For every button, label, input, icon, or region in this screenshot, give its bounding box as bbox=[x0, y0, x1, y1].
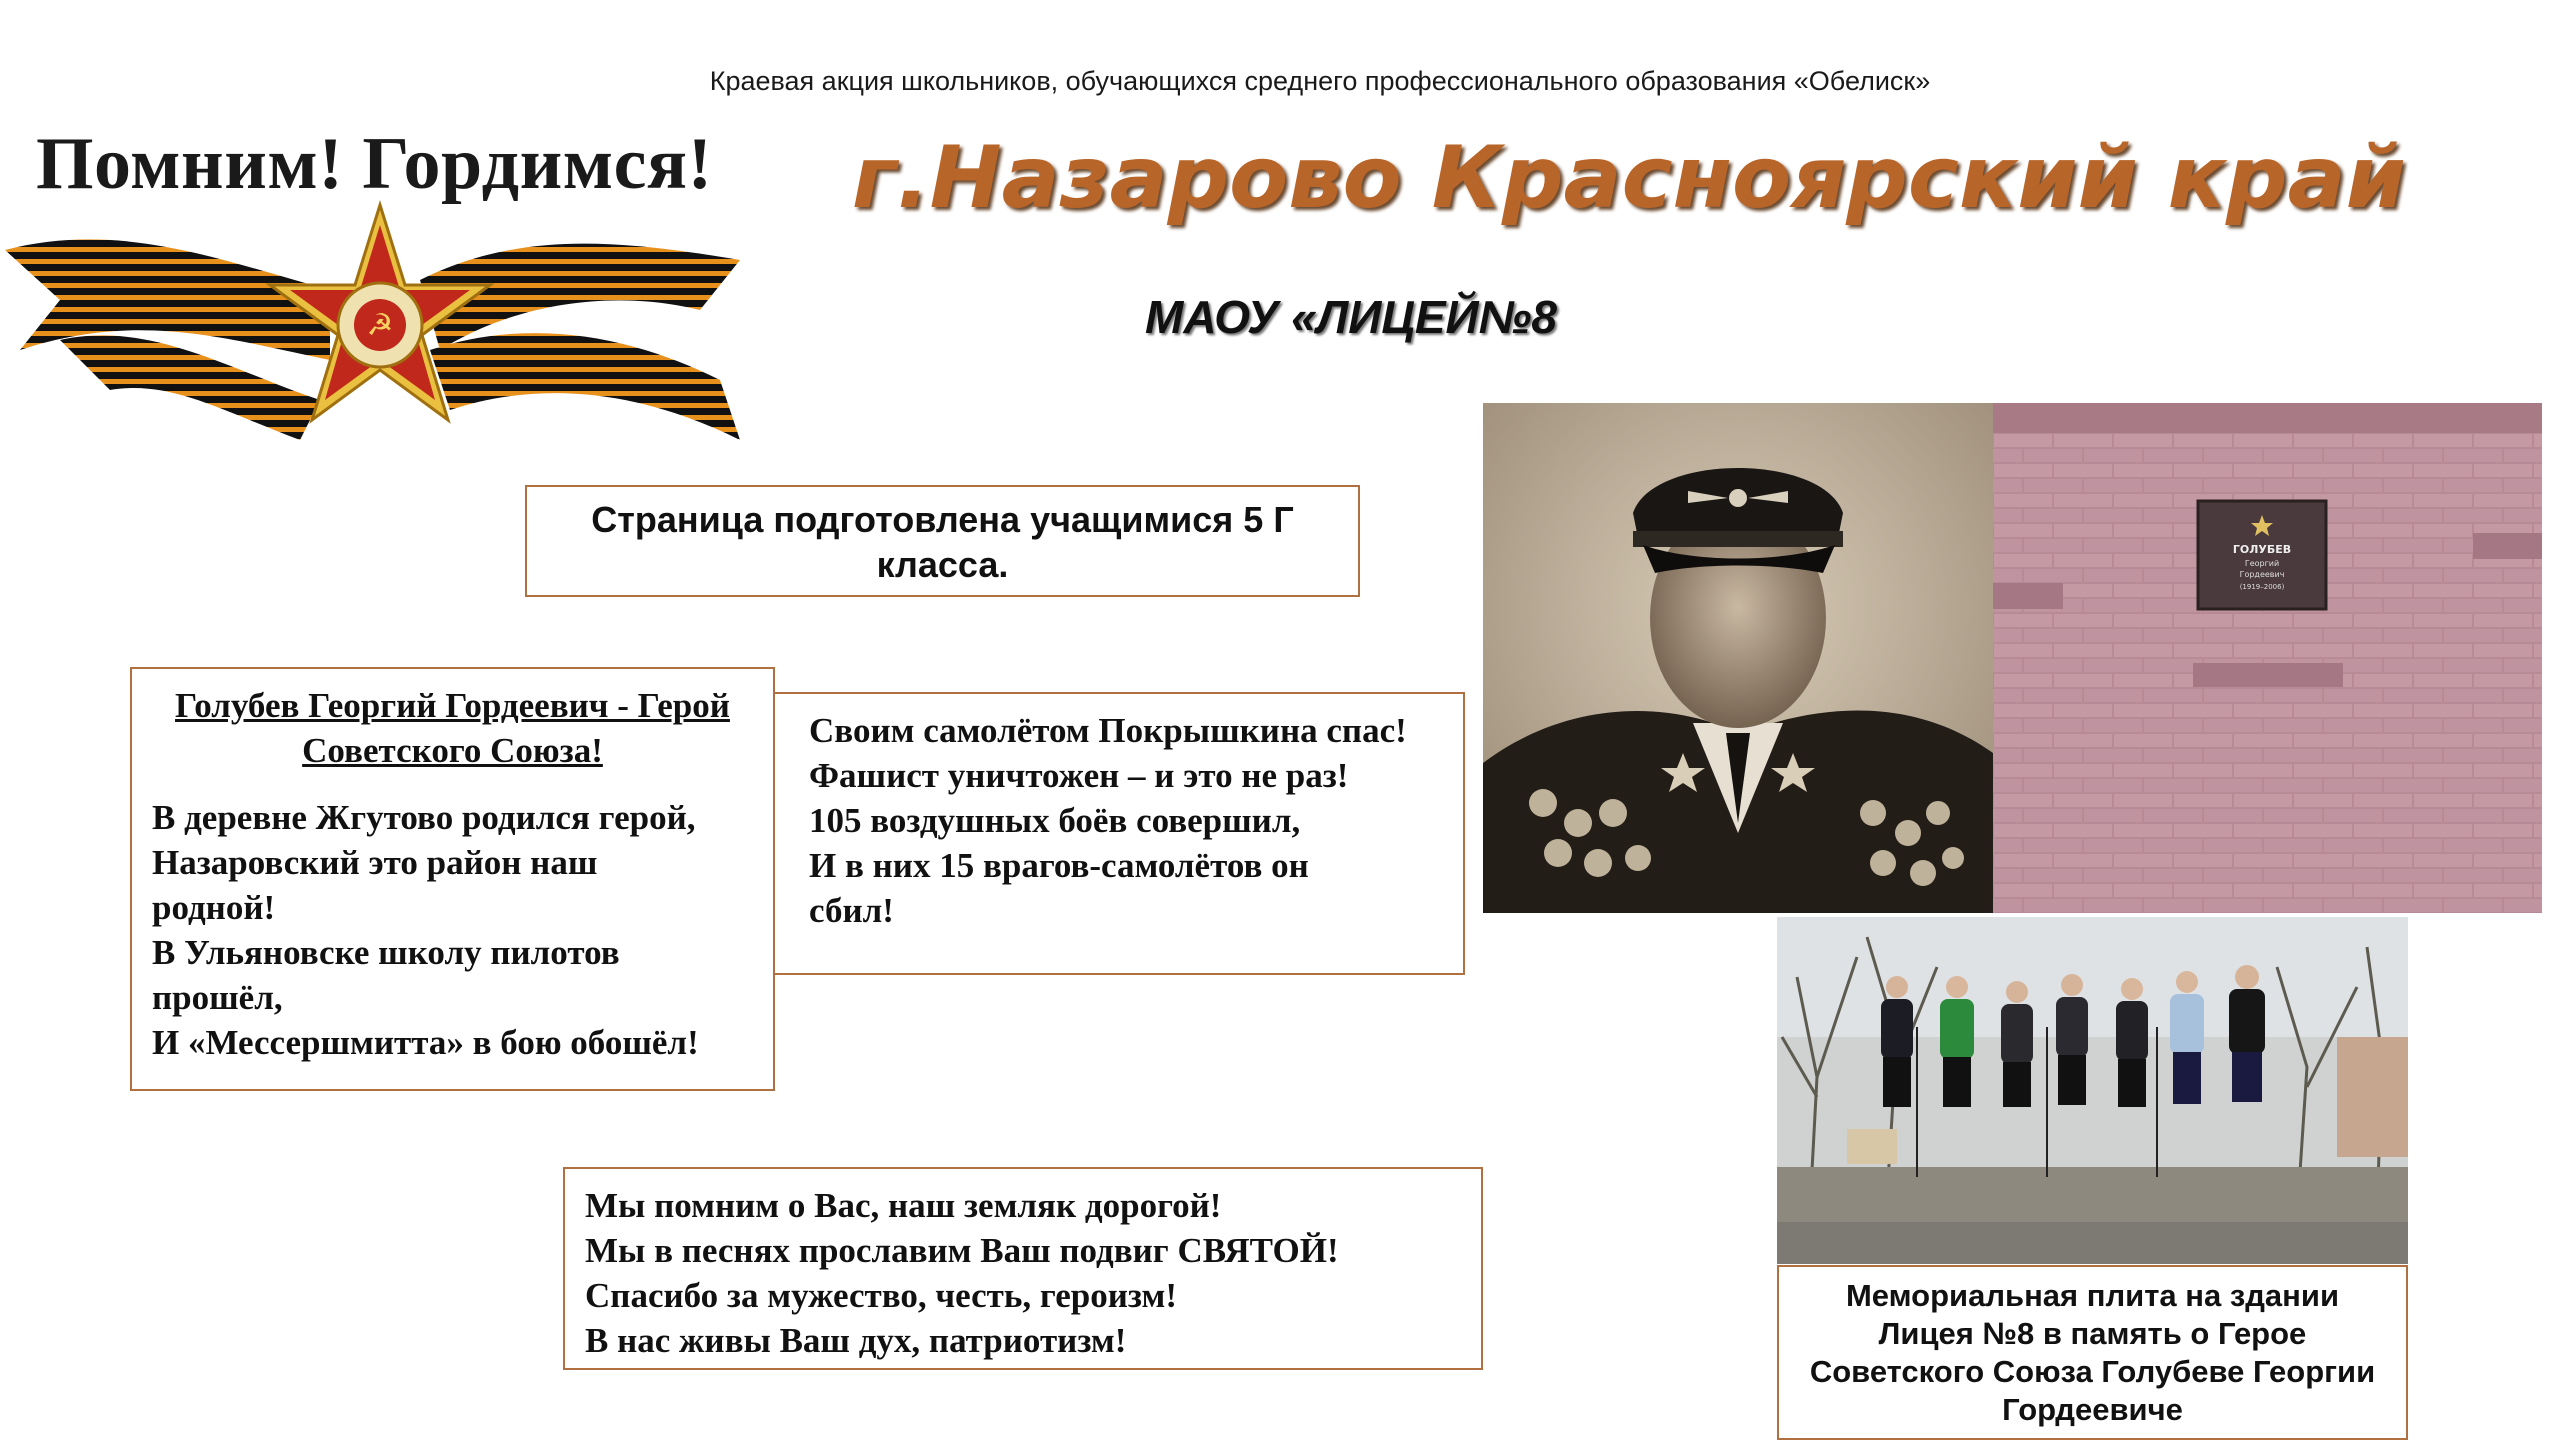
poem-line: Своим самолётом Покрышкина спас! bbox=[809, 711, 1407, 750]
school-name: МАОУ «ЛИЦЕЙ№8 bbox=[1145, 291, 1557, 343]
st-george-ribbon-emblem bbox=[0, 200, 760, 450]
poem-line: В деревне Жгутово родился герой, bbox=[152, 798, 696, 837]
plaque-caption bbox=[1777, 1265, 2408, 1440]
caption-line: Лицея №8 в память о Герое bbox=[1878, 1316, 2307, 1351]
memory-poem-box bbox=[563, 1167, 1483, 1370]
poem-line: прошёл, bbox=[152, 978, 283, 1017]
poem-line: Фашист уничтожен – и это не раз! bbox=[809, 756, 1349, 795]
poem-line: сбил! bbox=[809, 891, 894, 930]
memorial-plaque bbox=[2198, 501, 2326, 609]
poem-line: В Ульяновске школу пилотов bbox=[152, 933, 620, 972]
poem-line: В нас живы Ваш дух, патриотизм! bbox=[585, 1321, 1127, 1360]
plaque-patronymic: Гордеевич bbox=[2239, 570, 2285, 579]
caption-line: Советского Союза Голубеве Георгии bbox=[1809, 1354, 2376, 1389]
caption-line: Гордеевиче bbox=[2002, 1392, 2183, 1427]
poem-line: И в них 15 врагов-самолётов он bbox=[809, 846, 1309, 885]
remember-heading: Помним! Гордимся! bbox=[36, 123, 713, 205]
ribbon-left bbox=[5, 239, 330, 440]
plaque-first-name: Георгий bbox=[2244, 559, 2280, 568]
poem-line: Мы в песнях прославим Ваш подвиг СВЯТОЙ! bbox=[585, 1231, 1339, 1270]
plaque-surname: ГОЛУБЕВ bbox=[2232, 543, 2292, 556]
city-title: г.Назарово Красноярский край bbox=[852, 128, 2406, 228]
poem-line: Спасибо за мужество, честь, героизм! bbox=[585, 1276, 1177, 1315]
pilot-poem-box bbox=[773, 692, 1465, 975]
svg-text:☭: ☭ bbox=[366, 308, 394, 343]
poem-line: Назаровский это район наш bbox=[152, 843, 598, 882]
event-caption: Краевая акция школьников, обучающихся среднего профессионального образования «Обелиск» bbox=[709, 66, 1931, 96]
hero-title-line-2: Советского Союза! bbox=[302, 731, 603, 770]
poem-line: 105 воздушных боёв совершил, bbox=[809, 801, 1301, 840]
students-choir-photo bbox=[1777, 917, 2408, 1264]
poem-line: И «Мессершмитта» в бою обошёл! bbox=[152, 1023, 699, 1062]
prepared-by-note bbox=[525, 485, 1360, 597]
memorial-plaque-photo bbox=[1993, 403, 2542, 913]
hero-poem-box bbox=[130, 667, 775, 1091]
poem-line: родной! bbox=[152, 888, 276, 927]
hero-portrait-photo bbox=[1483, 403, 1993, 913]
hero-title bbox=[152, 683, 753, 773]
hero-title-line-1: Голубев Георгий Гордеевич - Герой bbox=[175, 686, 730, 725]
caption-line: Мемориальная плита на здании bbox=[1845, 1278, 2340, 1313]
prepared-line-2: класса. bbox=[876, 544, 1009, 585]
plaque-years: (1919–2006) bbox=[2239, 583, 2285, 591]
ribbon-right bbox=[420, 244, 740, 440]
poem-line: Мы помним о Вас, наш земляк дорогой! bbox=[585, 1186, 1222, 1225]
prepared-line-1: Страница подготовлена учащимися 5 Г bbox=[591, 499, 1294, 540]
